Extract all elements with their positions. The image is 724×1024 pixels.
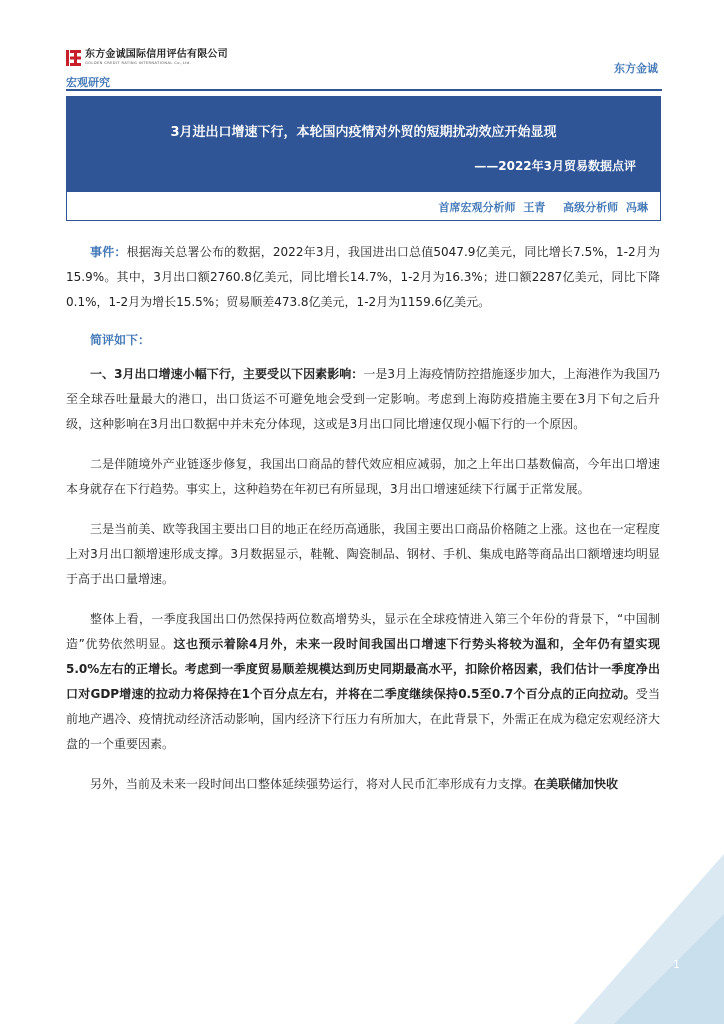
authors-line [434,199,648,215]
article-body [66,240,660,812]
author1-role: 首席宏观分析师 [438,201,516,214]
company-name-en: GOLDEN CREDIT RATING INTERNATIONAL Co.,Ltd. [85,61,192,65]
author2-role: 高级分析师 [563,201,619,214]
report-subtitle: ——2022年3月贸易数据点评 [474,159,636,173]
paragraph-4 [66,607,660,757]
paragraph-1-lead: 一、3月出口增速小幅下行，主要受以下因素影响： [90,367,364,381]
author1-name: 王青 [523,201,546,214]
paragraph-5 [66,772,660,797]
company-logo [66,50,228,66]
event-text: 根据海关总署公布的数据，2022年3月，我国进出口总值5047.9亿美元，同比增长7.5%，1-2月为15.9%。其中，3月出口额2760.8亿美元，同比增长14.7%，1-2月为16.3%；进口额2287亿美元，同比下降0.1%，1-2月为增长15.5%；贸易顺差473.8亿美元，1-2月为1159.6亿美元。 [66,245,660,309]
paragraph-5-part-a: 另外，当前及未来一段时间出口整体延续强势运行，将对人民币汇率形成有力支撑。 [90,777,535,791]
corner-decoration [574,854,724,1024]
section-label: 宏观研究 [66,76,110,89]
event-label: 事件： [90,245,127,259]
header-divider [66,89,662,91]
paragraph-2: 二是伴随境外产业链逐步修复，我国出口商品的替代效应相应减弱，加之上年出口基数偏高，今年出口增速本身就存在下行趋势。事实上，这种趋势在年初已有所显现，3月出口增速延续下行属于正常发展。 [66,457,660,496]
paragraph-1-text: 一是3月上海疫情防控措施逐步加大，上海港作为我国乃至全球吞吐量最大的港口，出口货运不可避免地会受到一定影响。考虑到上海防疫措施主要在3月下旬之后升级，这种影响在3月出口数据中并未充分体现，这或是3月出口同比增速仅现小幅下行的一个原因。 [66,367,661,431]
paragraph-1 [66,362,660,437]
company-name-cn: 东方金诚国际信用评估有限公司 [85,49,228,60]
page-header [66,50,662,90]
paragraph-4-part-a: 整体上看，一季度我国出口仍然保持两位数高增势头，显示在全球疫情进入第三个年份的背景下，“中国制造”优势依然明显。 [66,612,660,651]
paragraph-4-part-b: 这也预示着除4月外，未来一段时间我国出口增速下行势头将较为温和，全年仍有望实现5.0%左右的正增长。考虑到一季度贸易顺差规模达到历史同期最高水平，扣除价格因素，我们估计一季度净出口对GDP增速的拉动力将保持在1个百分点左右，并将在二季度继续保持0.5至0.7个百分点的正向拉动。 [66,637,660,701]
logo-mark-icon [66,50,81,66]
paragraph-5-part-b: 在美联储加快收 [534,777,619,791]
paragraph-4-part-c: 受当前地产遇冷、疫情扰动经济活动影响，国内经济下行压力有所加大，在此背景下，外需正在成为稳定宏观经济大盘的一个重要因素。 [66,687,660,751]
author2-name: 冯琳 [626,201,648,214]
page-number: 1 [673,958,680,971]
paragraph-3: 三是当前美、欧等我国主要出口目的地正在经历高通胀，我国主要出口商品价格随之上涨。这也在一定程度上对3月出口额增速形成支撑。3月数据显示，鞋靴、陶瓷制品、钢材、手机、集成电路等商品出口额增速均明显于高于出口量增速。 [66,522,660,586]
report-title: 3月进出口增速下行，本轮国内疫情对外贸的短期扰动效应开始显现 [170,125,557,140]
event-paragraph [66,240,660,315]
brand-name: 东方金诚 [614,62,658,75]
title-banner [66,96,661,221]
review-heading: 简评如下： [90,333,151,347]
title-banner-fill [67,97,660,192]
